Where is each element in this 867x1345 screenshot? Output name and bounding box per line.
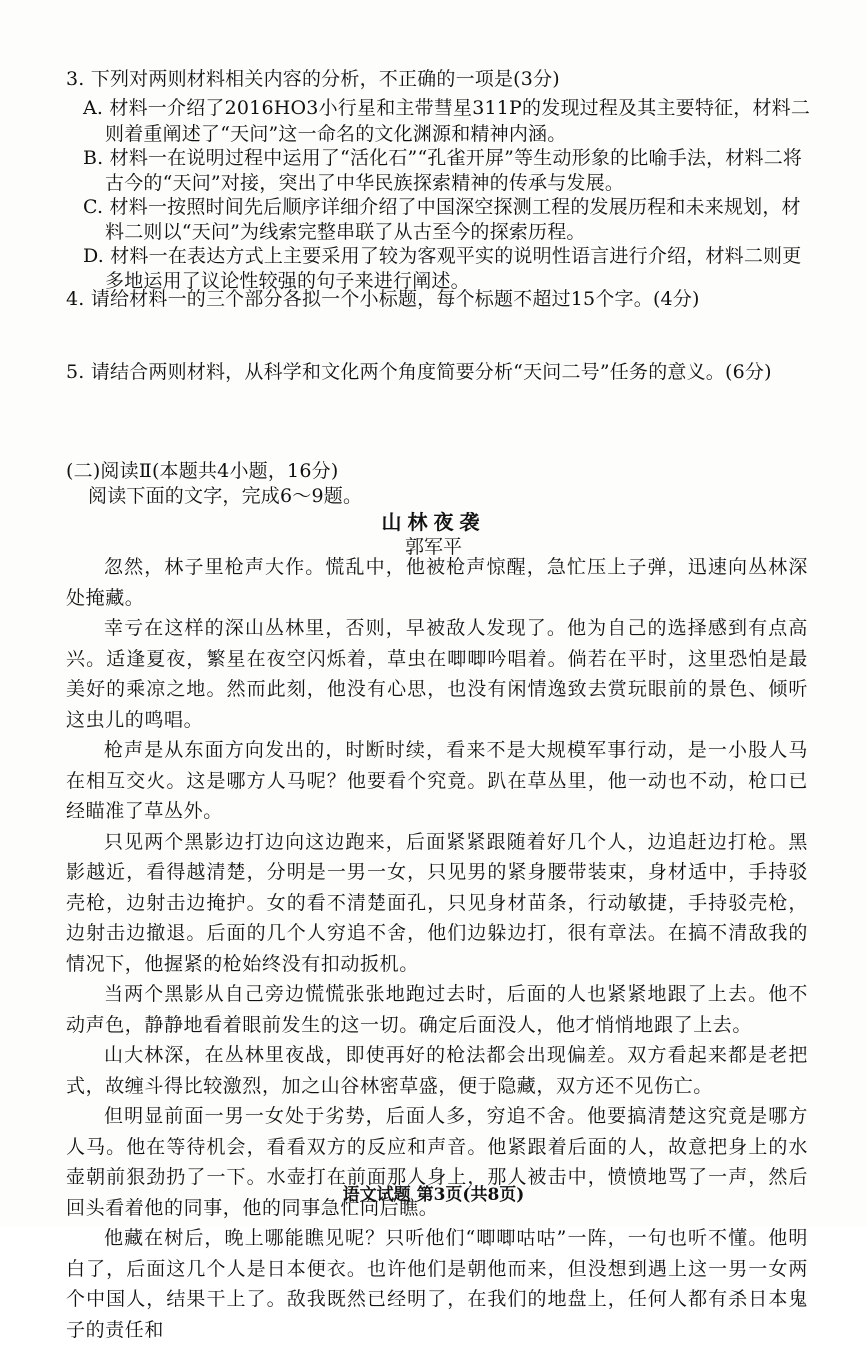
question-4: 4. 请给材料一的三个部分各拟一个小标题，每个标题不超过15个字。(4分) <box>66 288 700 310</box>
question-3-option-d-line-2: 多地运用了议论性较强的句子来进行阐述。 <box>105 270 470 292</box>
story-paragraph: 当两个黑影从自己旁边慌慌张张地跑过去时，后面的人也紧紧地跟了上去。他不动声色，静静地看着眼前发生的这一切。确定后面没人，他才悄悄地跟了上去。 <box>66 983 808 1036</box>
question-3-option-d-line-1: D. 材料一在表达方式上主要采用了较为客观平实的说明性语言进行介绍，材料二则更 <box>83 245 802 267</box>
section-heading: (二)阅读Ⅱ(本题共4小题，16分) <box>66 460 339 482</box>
story-paragraph: 但明显前面一男一女处于劣势，后面人多，穷追不舍。他要搞清楚这究竟是哪方人马。他在等待机会，看看双方的反应和声音。他紧跟着后面的人，故意把身上的水壶朝前狠劲扔了一下。水壶打在前面那人身上，那人被击中，愤愤地骂了一声，然后回头看着他的同事，他的同事急忙向后瞧。 <box>66 1105 808 1219</box>
question-3-option-b-line-2: 古今的“天问”对接，突出了中华民族探索精神的传承与发展。 <box>105 172 625 194</box>
story-paragraph: 枪声是从东面方向发出的，时断时续，看来不是大规模军事行动，是一小股人马在相互交火。这是哪方人马呢？他要看个究竟。趴在草丛里，他一动也不动，枪口已经瞄准了草丛外。 <box>66 739 808 822</box>
story-paragraph: 他藏在树后，晚上哪能瞧见呢？只听他们“唧唧咕咕”一阵，一句也听不懂。他明白了，后面这几个人是日本便衣。也许他们是朝他而来，但没想到遇上这一男一女两个中国人，结果干上了。敌我既然已经明了，在我们的地盘上，任何人都有杀日本鬼子的责任和 <box>66 1227 808 1341</box>
section-instruction: 阅读下面的文字，完成6～9题。 <box>88 485 363 507</box>
question-3-option-c-line-1: C. 材料一按照时间先后顺序详细介绍了中国深空探测工程的发展历程和未来规划，材 <box>83 196 801 218</box>
story-author: 郭军平 <box>404 536 462 558</box>
question-5: 5. 请结合两则材料，从科学和文化两个角度简要分析“天问二号”任务的意义。(6分) <box>66 361 772 383</box>
question-3-option-a-line-2: 则着重阐述了“天问”这一命名的文化渊源和精神内涵。 <box>105 123 567 145</box>
page-footer: 语文试题 第3页(共8页) <box>342 1185 525 1205</box>
story-title: 山林夜袭 <box>381 510 486 534</box>
question-3-option-b-line-1: B. 材料一在说明过程中运用了“活化石”“孔雀开屏”等生动形象的比喻手法，材料二将 <box>83 147 803 169</box>
story-paragraph: 忽然，林子里枪声大作。慌乱中，他被枪声惊醒，急忙压上子弹，迅速向丛林深处掩藏。 <box>66 556 808 609</box>
question-3-option-a-line-1: A. 材料一介绍了2016HO3小行星和主带彗星311P的发现过程及其主要特征，材料二 <box>83 97 811 119</box>
story-body <box>66 552 808 1345</box>
question-3-option-c-line-2: 料二则以“天问”为线索完整串联了从古至今的探索历程。 <box>105 221 586 243</box>
question-3-stem: 3. 下列对两则材料相关内容的分析，不正确的一项是(3分) <box>66 68 560 90</box>
story-paragraph: 幸亏在这样的深山丛林里，否则，早被敌人发现了。他为自己的选择感到有点高兴。适逢夏夜，繁星在夜空闪烁着，草虫在唧唧吟唱着。倘若在平时，这里恐怕是最美好的乘凉之地。然而此刻，他没有心思，也没有闲情逸致去赏玩眼前的景色、倾听这虫儿的鸣唱。 <box>66 617 808 731</box>
story-paragraph: 山大林深，在丛林里夜战，即使再好的枪法都会出现偏差。双方看起来都是老把式，故缠斗得比较激烈，加之山谷林密草盛，便于隐藏，双方还不见伤亡。 <box>66 1044 808 1097</box>
story-paragraph: 只见两个黑影边打边向这边跑来，后面紧紧跟随着好几个人，边追赶边打枪。黑影越近，看得越清楚，分明是一男一女，只见男的紧身腰带装束，身材适中，手持驳壳枪，边射击边掩护。女的看不清楚面孔，只见身材苗条，行动敏捷，手持驳壳枪，边射击边撤退。后面的几个人穷追不舍，他们边躲边打，很有章法。在搞不清敌我的情况下，他握紧的枪始终没有扣动扳机。 <box>66 830 808 975</box>
